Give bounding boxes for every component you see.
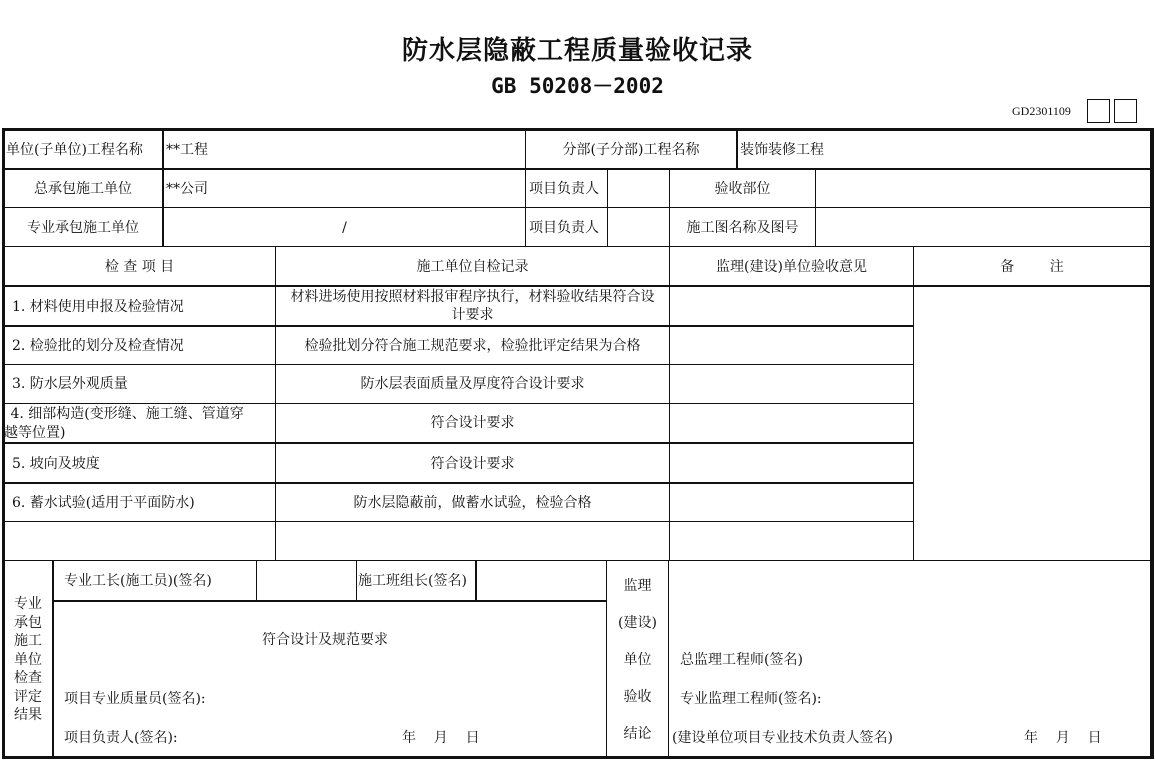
remarks-field[interactable] [914, 287, 1150, 560]
supervision-side-label-2: (建设) [618, 615, 657, 631]
row-self-check: 防水层隐蔽前，做蓄水试验，检验合格 [353, 495, 592, 511]
team-leader-label: 施工班组长(签名) [358, 573, 467, 589]
unit-project-label: 单位(子单位)工程名称 [6, 142, 143, 158]
foreman-label: 专业工长(施工员)(签名) [64, 573, 212, 589]
form-code-box-2[interactable] [1114, 99, 1137, 123]
col-header-self-check: 施工单位自检记录 [416, 259, 529, 275]
general-contractor-label: 总承包施工单位 [34, 181, 132, 197]
col-header-supervision: 监理(建设)单位验收意见 [716, 259, 867, 275]
drawing-label: 施工图名称及图号 [686, 220, 799, 236]
sub-project-label: 分部(子分部)工程名称 [562, 142, 700, 158]
row-self-check-field[interactable] [276, 522, 669, 560]
owner-rep-label: (建设单位项目专业技术负责人签名) [672, 730, 893, 746]
page-title: 防水层隐蔽工程质量验收记录 [401, 36, 753, 66]
standard-code: GB 50208－2002 [491, 74, 664, 98]
row-item-field[interactable] [5, 522, 275, 560]
specialty-engineer-label: 专业监理工程师(签名): [680, 691, 822, 707]
quality-inspector-label: 项目专业质量员(签名): [64, 691, 206, 707]
row-item-line2: 越等位置) [4, 425, 66, 441]
contractor-date: 年 月 日 [402, 730, 480, 746]
contractor-side-label: 专业 承包 施工 单位 检查 评定 结果 [14, 596, 42, 723]
general-contractor-field[interactable]: **公司 [166, 181, 208, 197]
row-supervision-field[interactable] [670, 287, 913, 325]
row-self-check: 防水层表面质量及厚度符合设计要求 [360, 376, 585, 392]
row-item: 2. 检验批的划分及检查情况 [12, 338, 184, 354]
sub-project-field[interactable]: 装饰装修工程 [740, 142, 824, 158]
project-manager-field-1[interactable] [608, 170, 669, 207]
row-supervision-field[interactable] [670, 365, 913, 403]
form-code: GD2301109 [1012, 104, 1071, 118]
row-supervision-field[interactable] [670, 444, 913, 482]
row-item: 6. 蓄水试验(适用于平面防水) [12, 495, 195, 511]
foreman-signature-field[interactable] [257, 561, 356, 600]
acceptance-part-label: 验收部位 [714, 181, 771, 197]
row-self-check: 符合设计要求 [430, 415, 515, 431]
col-header-item: 检 查 项 目 [104, 259, 175, 275]
project-manager-field-2[interactable] [608, 208, 669, 246]
project-manager-label-1: 项目负责人 [529, 181, 599, 197]
row-item: 5. 坡向及坡度 [12, 456, 100, 472]
row-supervision-field[interactable] [670, 327, 913, 364]
acceptance-part-field[interactable] [816, 170, 1150, 207]
row-self-check-line1: 材料进场使用按照材料报审程序执行，材料验收结果符合设 [290, 289, 655, 305]
col-header-remarks: 备 注 [1000, 259, 1064, 275]
form-code-box-1[interactable] [1087, 99, 1110, 123]
supervision-side-label-5: 结论 [623, 726, 652, 742]
contractor-conclusion: 符合设计及规范要求 [262, 632, 388, 648]
row-supervision-field[interactable] [670, 404, 913, 442]
supervision-side-label-1: 监理 [623, 578, 652, 594]
specialty-contractor-field[interactable]: / [342, 220, 347, 236]
row-self-check-line2: 计要求 [451, 307, 494, 323]
row-item-line1: 4. 细部构造(变形缝、施工缝、管道穿 [6, 406, 244, 422]
chief-engineer-label: 总监理工程师(签名) [680, 652, 803, 668]
supervision-side-label-3: 单位 [623, 652, 652, 668]
row-self-check: 检验批划分符合施工规范要求，检验批评定结果为合格 [304, 338, 641, 354]
row-self-check: 符合设计要求 [430, 456, 515, 472]
specialty-contractor-label: 专业承包施工单位 [27, 220, 139, 236]
unit-project-field[interactable]: **工程 [166, 142, 208, 158]
supervision-side-label-4: 验收 [623, 689, 652, 705]
row-supervision-field[interactable] [670, 522, 913, 560]
row-supervision-field[interactable] [670, 484, 913, 521]
project-manager-label-2: 项目负责人 [529, 220, 599, 236]
row-item: 3. 防水层外观质量 [12, 376, 128, 392]
row-item: 1. 材料使用申报及检验情况 [12, 299, 184, 315]
supervision-date: 年 月 日 [1024, 730, 1102, 746]
team-leader-signature-field[interactable] [477, 561, 606, 600]
drawing-field[interactable] [816, 208, 1150, 246]
project-manager-signature-label: 项目负责人(签名): [64, 730, 178, 746]
